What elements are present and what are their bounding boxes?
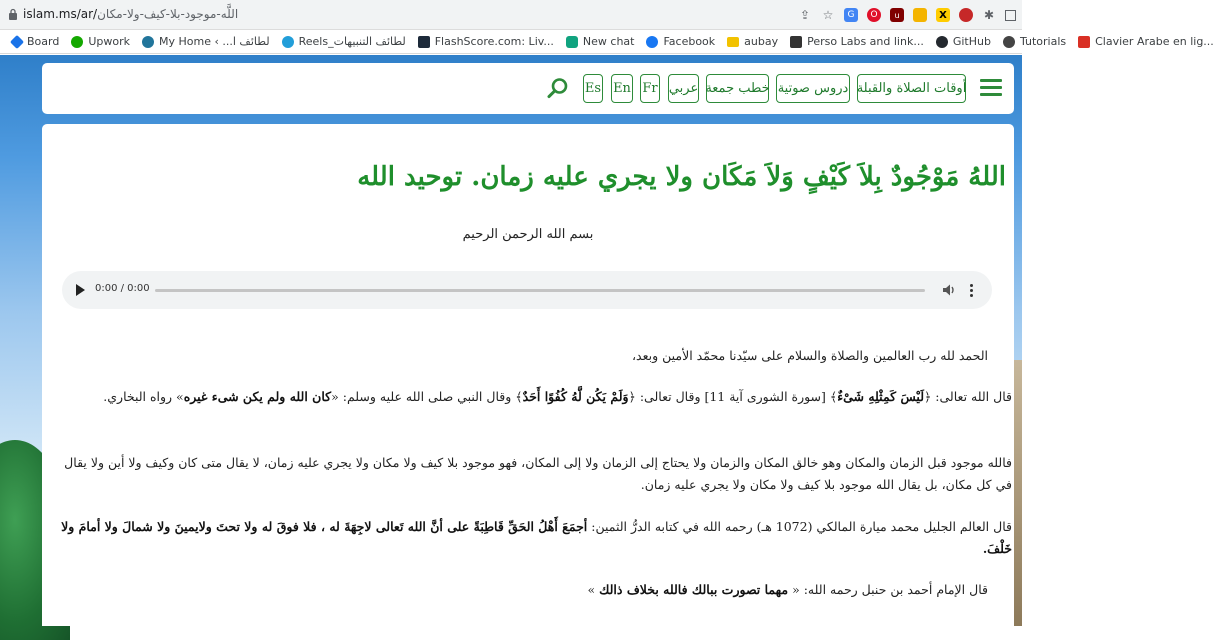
bookmark-label: New chat bbox=[582, 35, 635, 48]
basmala: بسم الله الرحمن الرحيم bbox=[462, 227, 594, 242]
extension-opera-icon[interactable]: O bbox=[867, 8, 881, 22]
bookmark-aubay[interactable] bbox=[721, 35, 784, 48]
prayer-times-button[interactable]: أوقات الصلاة والقبلة bbox=[857, 74, 966, 103]
perso-labs-icon bbox=[790, 36, 802, 48]
toolbar-icons bbox=[798, 5, 1022, 25]
bookmark-label: FlashScore.com: Liv... bbox=[434, 35, 554, 48]
lang-fr-button[interactable]: Fr bbox=[640, 74, 660, 103]
chatgpt-icon bbox=[566, 36, 578, 48]
extension-x-icon[interactable]: X bbox=[936, 8, 950, 22]
hadith-quote: كان الله ولم يكن شىء غيره bbox=[183, 389, 332, 404]
bookmark-label: Tutorials bbox=[1019, 35, 1067, 48]
paragraph-3: فالله موجود قبل الزمان والمكان وهو خالق المكان والزمان ولا يحتاج إلى الزمان ولا إلى المكان، فهو موجود بلا كيف ولا مكان ولا يجري عليه زمان، لا يقال متى كان وكيف ولا أين ولا يقال في كل مكان، بل يقال الله موجود بلا كيف ولا مكان ولا يجري عليه زمان. bbox=[64, 455, 1012, 492]
side-panel-icon[interactable] bbox=[1005, 10, 1016, 21]
audio-player bbox=[62, 271, 992, 309]
facebook-icon bbox=[646, 36, 658, 48]
audio-time: 0:00 / 0:00 bbox=[95, 283, 150, 294]
menu-hamburger-icon[interactable] bbox=[980, 79, 1002, 97]
clavier-arabe-icon bbox=[1078, 36, 1090, 48]
quran-verse-1: لَيْسَ كَمِثْلِهِ شَىْءٌ bbox=[837, 389, 924, 404]
site-header bbox=[42, 63, 1014, 114]
bookmark-label: Clavier Arabe en lig... bbox=[1095, 35, 1214, 48]
volume-icon[interactable] bbox=[941, 282, 957, 298]
bookmark-upwork[interactable] bbox=[65, 35, 136, 48]
p4-text-a: قال العالم الجليل محمد ميارة المالكي (1072 هـ) رحمه الله في كتابه الدرُّ الثمين: bbox=[587, 519, 1012, 534]
article-card bbox=[42, 124, 1014, 626]
scholar-quote: أجمَعَ أَهْلُ الحَقِّ قَاطِبَةً على أنَّ الله تَعالى لاجِهَةَ له ، فلا فوقَ له ولا تحتَ ولايمينَ ولا شمالَ ولا أمامَ ولا خَلْفَ. bbox=[61, 519, 1012, 556]
upwork-icon bbox=[71, 36, 83, 48]
friday-sermons-button[interactable]: خطب جمعة bbox=[706, 74, 769, 103]
bookmark-my-home[interactable] bbox=[136, 35, 276, 48]
url-host: islam.ms/ar/ bbox=[23, 7, 98, 21]
lang-arabic-button[interactable]: عربي bbox=[668, 74, 699, 103]
share-icon[interactable]: ⇪ bbox=[799, 8, 811, 22]
paragraph-2 bbox=[52, 386, 1012, 408]
bookmark-label: Reels_لطائف التنبيهات bbox=[298, 35, 406, 48]
bookmark-tutorials[interactable] bbox=[997, 35, 1072, 48]
bookmark-star-icon[interactable]: ☆ bbox=[822, 8, 834, 22]
globe-icon bbox=[1003, 36, 1015, 48]
bookmark-label: aubay bbox=[744, 35, 779, 48]
folder-icon bbox=[727, 37, 739, 47]
bookmark-label: Facebook bbox=[663, 35, 716, 48]
board-icon bbox=[10, 34, 24, 48]
p2-text-a: قال الله تعالى: ﴿ bbox=[924, 389, 1012, 404]
bookmark-github[interactable] bbox=[930, 35, 997, 48]
play-icon[interactable] bbox=[76, 284, 85, 296]
bookmark-clavier-arabe[interactable] bbox=[1072, 35, 1220, 48]
article-title: اللهُ مَوْجُودٌ بِلاَ كَيْفٍ وَلاَ مَكَان ولا يجري عليه زمان. توحيد الله bbox=[357, 162, 1006, 192]
lang-en-button[interactable]: En bbox=[611, 74, 633, 103]
audio-lessons-button[interactable]: دروس صوتية bbox=[776, 74, 850, 103]
bookmark-facebook[interactable] bbox=[640, 35, 721, 48]
url-path: اللَّه-موجود-بلا-كيف-ولا-مكان bbox=[97, 7, 239, 21]
bookmark-label: Upwork bbox=[88, 35, 130, 48]
wordpress-icon bbox=[142, 36, 154, 48]
flashscore-icon bbox=[418, 36, 430, 48]
bookmark-perso-labs[interactable] bbox=[784, 35, 930, 48]
bookmark-label: Perso Labs and link... bbox=[807, 35, 924, 48]
bookmark-label: Board bbox=[27, 35, 60, 48]
address-input[interactable] bbox=[23, 7, 238, 21]
paragraph-1: الحمد لله رب العالمين والصلاة والسلام على سيّدنا محمّد الأمين وبعد، bbox=[632, 348, 988, 363]
paragraph-5 bbox=[587, 579, 988, 601]
bookmarks-bar bbox=[0, 30, 1214, 54]
github-icon bbox=[936, 36, 948, 48]
p5-text-a: قال الإمام أحمد بن حنبل رحمه الله: « bbox=[788, 582, 988, 597]
quran-verse-2: وَلَمْ يَكُن لَّهُ كُفُوًا أَحَدٌ bbox=[522, 389, 629, 404]
bookmark-label: My Home ‹ ...لطائف ا bbox=[159, 35, 270, 48]
search-icon[interactable] bbox=[547, 77, 569, 99]
p2-text-c: ﴾ [سورة الشورى آية 11] وقال تعالى: ﴿ bbox=[628, 389, 838, 404]
lang-es-button[interactable]: Es bbox=[583, 74, 603, 103]
imam-ahmad-quote: مهما تصورت ببالك فالله بخلاف ذالك bbox=[599, 582, 789, 597]
extension-record-icon[interactable] bbox=[959, 8, 973, 22]
paragraph-4 bbox=[52, 516, 1012, 560]
p2-text-e: ﴾ وقال النبي صلى الله عليه وسلم: « bbox=[331, 389, 523, 404]
p5-text-c: » bbox=[587, 582, 600, 597]
bookmark-new-chat[interactable] bbox=[560, 35, 641, 48]
telegram-icon bbox=[282, 36, 294, 48]
extensions-puzzle-icon[interactable]: ✱ bbox=[983, 8, 995, 22]
audio-seek-bar[interactable] bbox=[155, 289, 925, 292]
background-building-decoration bbox=[1013, 360, 1022, 626]
extension-notes-icon[interactable] bbox=[913, 8, 927, 22]
browser-url-bar bbox=[0, 0, 1022, 30]
extension-translate-icon[interactable]: G bbox=[844, 8, 858, 22]
lock-icon[interactable] bbox=[8, 8, 18, 20]
bookmark-flashscore[interactable] bbox=[412, 35, 560, 48]
bookmark-reels[interactable] bbox=[276, 35, 412, 48]
more-options-icon[interactable] bbox=[966, 282, 976, 298]
p2-text-g: » رواه البخاري. bbox=[103, 389, 184, 404]
bookmark-board[interactable] bbox=[6, 35, 65, 48]
extension-ublock-icon[interactable]: u bbox=[890, 8, 904, 22]
bookmark-label: GitHub bbox=[952, 35, 991, 48]
